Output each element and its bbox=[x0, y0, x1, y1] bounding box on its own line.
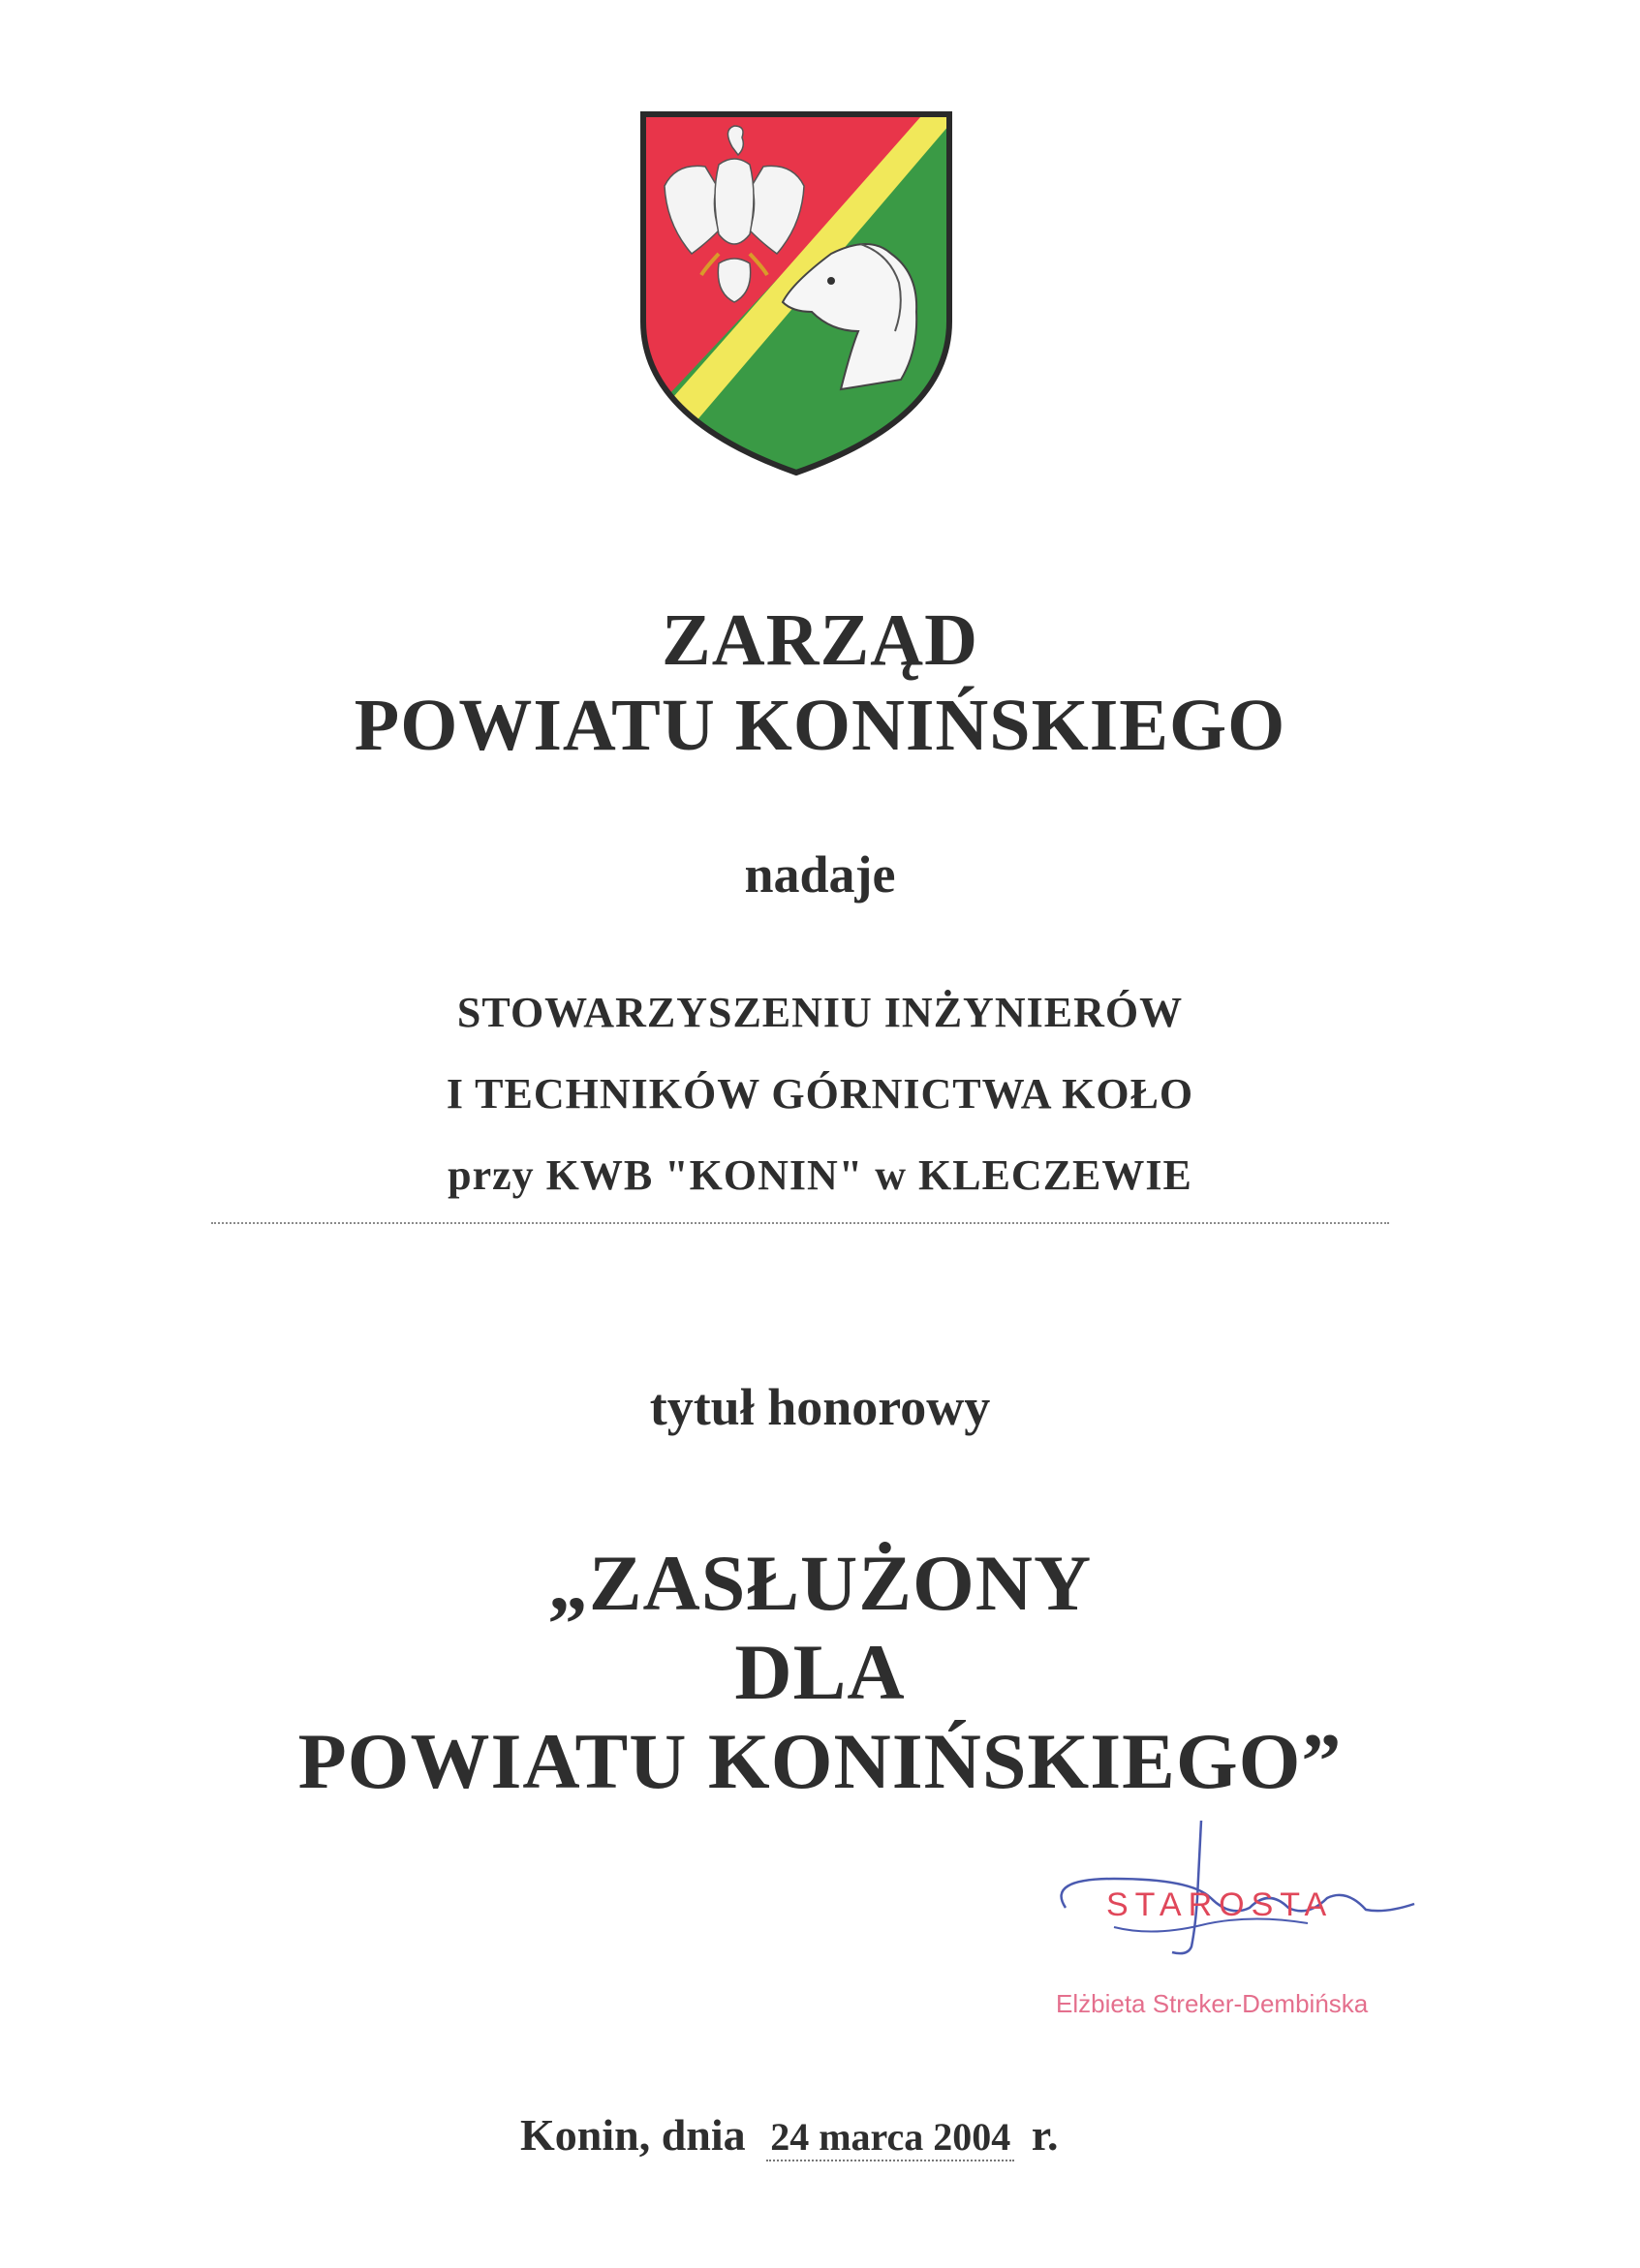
date-value: 24 marca 2004 bbox=[766, 2114, 1014, 2161]
honor-label: tytuł honorowy bbox=[649, 1378, 991, 1436]
honor-title-line-1: „ZASŁUŻONY bbox=[547, 1539, 1093, 1627]
stamp-name: Elżbieta Streker-Dembińska bbox=[1056, 1989, 1369, 2018]
issuer-line-1: ZARZĄD bbox=[662, 599, 978, 681]
date-prefix: Konin, dnia bbox=[520, 2110, 746, 2160]
recipient-line-3: przy KWB "KONIN" w KLECZEWIE bbox=[448, 1151, 1192, 1199]
honor-title-line-3: POWIATU KONIŃSKIEGO” bbox=[297, 1717, 1343, 1805]
issuer-line-2: POWIATU KONIŃSKIEGO bbox=[354, 685, 1286, 766]
dotted-separator bbox=[211, 1222, 1389, 1224]
date-line bbox=[520, 2109, 1059, 2161]
date-suffix: r. bbox=[1031, 2110, 1059, 2160]
verb-text: nadaje bbox=[744, 845, 896, 904]
coat-of-arms-emblem bbox=[637, 108, 955, 478]
recipient-line-2: I TECHNIKÓW GÓRNICTWA KOŁO bbox=[446, 1070, 1194, 1118]
recipient-line-1: STOWARZYSZENIU INŻYNIERÓW bbox=[456, 989, 1184, 1036]
honor-title-line-2: DLA bbox=[734, 1628, 906, 1716]
stamp-title: STAROSTA bbox=[1106, 1886, 1334, 1923]
